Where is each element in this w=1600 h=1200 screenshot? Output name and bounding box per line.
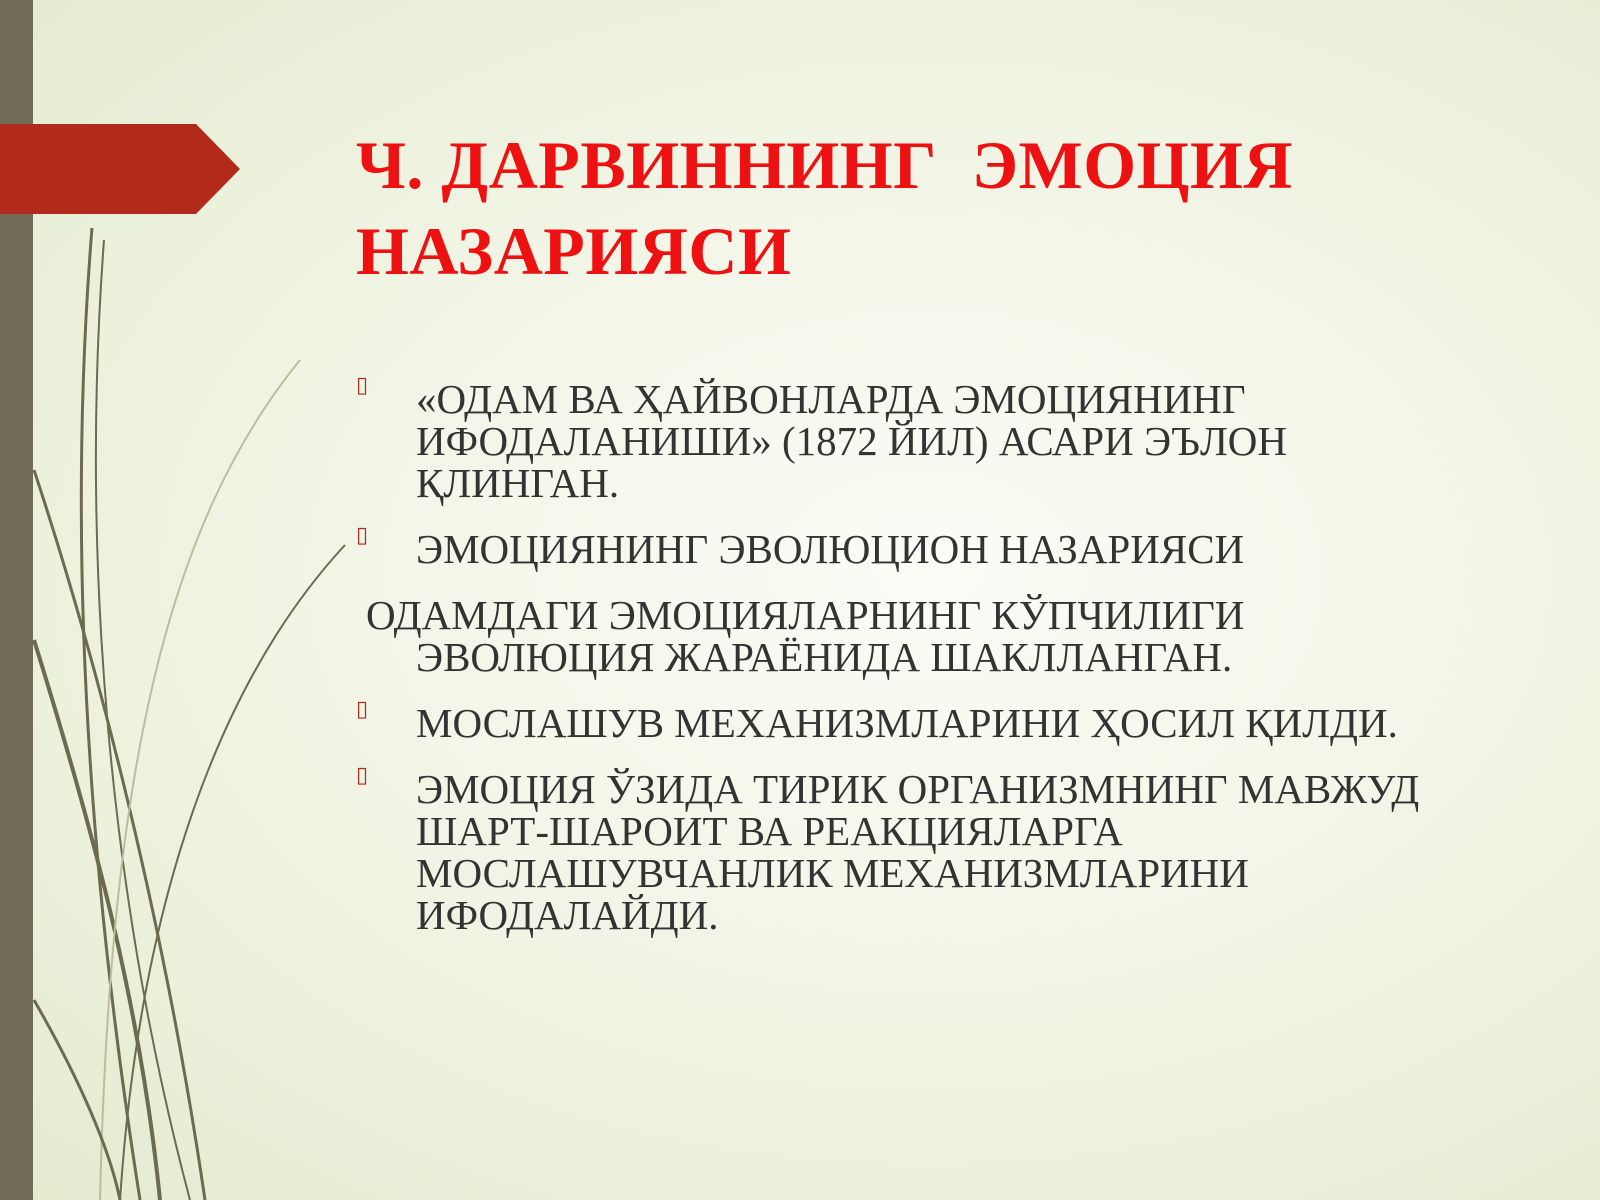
list-item-text: МОСЛАШУВ МЕХАНИЗМЛАРИНИ ҲОСИЛ ҚИЛДИ. xyxy=(416,700,1398,746)
slide-title: Ч. ДАРВИННИНГ ЭМОЦИЯ НАЗАРИЯСИ xyxy=(356,127,1311,289)
arrow-bullet-icon: ▯ xyxy=(356,372,369,397)
arrow-bullet-icon: ▯ xyxy=(356,696,369,721)
list-item xyxy=(356,696,1466,746)
list-item xyxy=(356,762,1466,938)
paragraph xyxy=(356,594,1466,678)
paragraph-text: ОДАМДАГИ ЭМОЦИЯЛАРНИНГ КЎПЧИЛИГИ ЭВОЛЮЦИЯ ЖАРАЁНИДА ШАКЛЛАНГАН. xyxy=(366,592,1245,680)
list-item-text: ЭМОЦИЯНИНГ ЭВОЛЮЦИОН НАЗАРИЯСИ xyxy=(416,526,1245,572)
list-item xyxy=(356,372,1466,506)
title-arrow-shape xyxy=(0,124,240,214)
list-item-text: ЭМОЦИЯ ЎЗИДА ТИРИК ОРГАНИЗМНИНГ МАВЖУД ШАРТ-ШАРОИТ ВА РЕАКЦИЯЛАРГА МОСЛАШУВЧАНЛИК МЕХАНИЗМЛАРИНИ ИФОДАЛАЙДИ. xyxy=(416,766,1420,938)
arrow-bullet-icon: ▯ xyxy=(356,762,369,787)
list-item-text: «ОДАМ ВА ҲАЙВОНЛАРДА ЭМОЦИЯНИНГ ИФОДАЛАНИШИ» (1872 ЙИЛ) АСАРИ ЭЪЛОН ҚЛИНГАН. xyxy=(416,376,1288,506)
bullet-list xyxy=(356,372,1466,960)
arrow-bullet-icon: ▯ xyxy=(356,522,369,547)
list-item xyxy=(356,522,1466,572)
